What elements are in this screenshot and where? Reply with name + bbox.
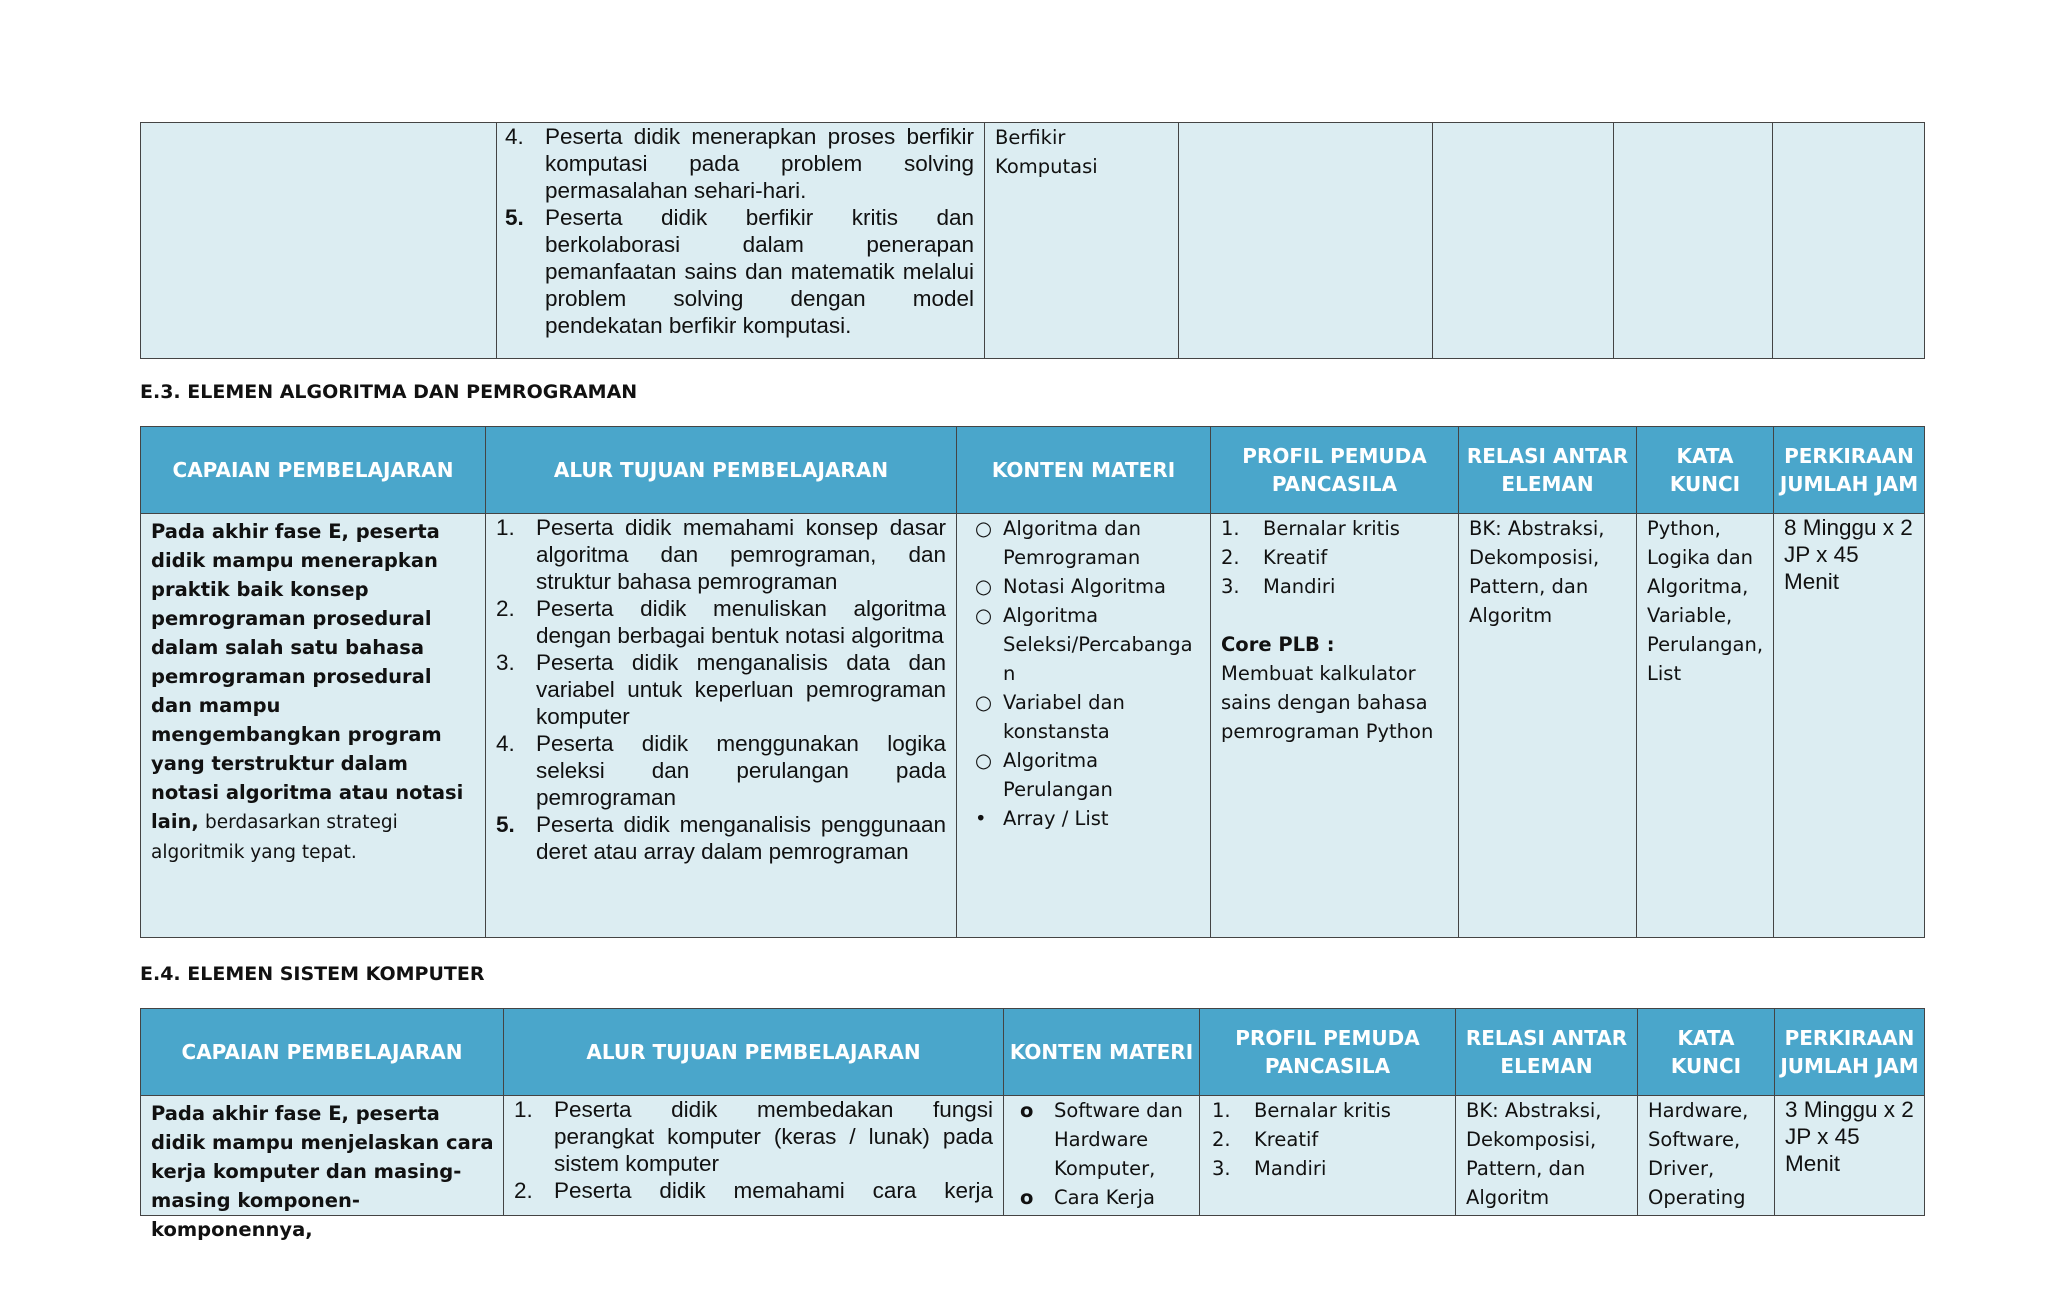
list-item: 1. Bernalar kritis [1221, 517, 1400, 540]
core-plb-text: Membuat kalkulator sains dengan bahasa pemrograman Python [1221, 662, 1434, 743]
header-capaian: CAPAIAN PEMBELAJARAN [141, 1009, 504, 1096]
list-item: ○ Variabel dan konstansta [975, 691, 1125, 743]
jam-text: 8 Minggu x 2 JP x 45 Menit [1784, 515, 1913, 594]
kata-kunci-cell [1638, 1096, 1775, 1216]
header-capaian: CAPAIAN PEMBELAJARAN [141, 427, 486, 514]
jam-cell [1773, 123, 1925, 359]
konten-cell [1004, 1096, 1200, 1216]
list-item: 1. Bernalar kritis [1212, 1099, 1391, 1122]
atp-cell [497, 123, 985, 359]
konten-list [969, 514, 1204, 833]
core-plb-label: Core PLB : [1221, 633, 1335, 656]
relasi-cell [1459, 514, 1637, 938]
kata-kunci-cell [1614, 123, 1773, 359]
list-item: 2. Kreatif [1212, 1128, 1319, 1151]
konten-list [1014, 1096, 1195, 1212]
list-item: 2. Peserta didik memahami cara kerja [514, 1178, 993, 1203]
list-item: 4. Peserta didik menggunakan logika seleksi dan perulangan pada pemrograman [496, 731, 946, 810]
jam-cell [1775, 1096, 1925, 1216]
header-kata-kunci: KATA KUNCI [1638, 1009, 1775, 1096]
profil-cell [1200, 1096, 1456, 1216]
kata-kunci-text: Hardware, Software, Driver, Operating [1648, 1099, 1749, 1209]
top-table [140, 122, 1925, 359]
list-item: o Software dan Hardware Komputer, [1020, 1099, 1183, 1180]
table-e3 [140, 426, 1925, 938]
header-konten: KONTEN MATERI [1004, 1009, 1200, 1096]
jam-text: 3 Minggu x 2 JP x 45 Menit [1785, 1097, 1914, 1176]
capaian-bold-text: Pada akhir fase E, peserta didik mampu menerapkan praktik baik konsep pemrograman prosedural dalam salah satu bahasa pemrograman prosedural dan mampu mengembangkan program yang terstruktur dalam notasi algoritma atau notasi lain, [151, 520, 464, 833]
header-konten: KONTEN MATERI [957, 427, 1211, 514]
list-item: 4. Peserta didik menerapkan proses berfikir komputasi pada problem solving permasalahan sehari-hari. [505, 124, 974, 203]
list-item: ○ Algoritma Seleksi/Percabanga n [975, 604, 1193, 685]
atp-cell [486, 514, 957, 938]
header-profil: PROFIL PEMUDA PANCASILA [1200, 1009, 1456, 1096]
header-relasi: RELASI ANTAR ELEMAN [1459, 427, 1637, 514]
atp-list [496, 514, 946, 865]
header-jam: PERKIRAAN JUMLAH JAM [1774, 427, 1925, 514]
list-item: 2. Peserta didik menuliskan algoritma dengan berbagai bentuk notasi algoritma [496, 596, 946, 648]
list-item: ○ Algoritma dan Pemrograman [975, 517, 1141, 569]
header-profil: PROFIL PEMUDA PANCASILA [1211, 427, 1459, 514]
list-item: 5. Peserta didik menganalisis penggunaan deret atau array dalam pemrograman [496, 812, 946, 864]
relasi-text: BK: Abstraksi, Dekomposisi, Pattern, dan Algoritm [1469, 517, 1605, 627]
atp-list [505, 123, 974, 339]
header-relasi: RELASI ANTAR ELEMAN [1456, 1009, 1638, 1096]
relasi-cell [1456, 1096, 1638, 1216]
list-item: ○ Algoritma Perulangan [975, 749, 1113, 801]
list-item: 1. Peserta didik memahami konsep dasar algoritma dan pemrograman, dan struktur bahasa pemrograman [496, 515, 946, 594]
capaian-cell [141, 1096, 504, 1241]
section-heading-e3: E.3. ELEMEN ALGORITMA DAN PEMROGRAMAN [140, 381, 638, 403]
header-jam: PERKIRAAN JUMLAH JAM [1775, 1009, 1925, 1096]
jam-cell [1774, 514, 1925, 938]
relasi-text: BK: Abstraksi, Dekomposisi, Pattern, dan Algoritm [1466, 1099, 1602, 1209]
list-item: 3. Peserta didik menganalisis data dan variabel untuk keperluan pemrograman komputer [496, 650, 946, 729]
list-item: 1. Peserta didik membedakan fungsi perangkat komputer (keras / lunak) pada sistem komputer [514, 1097, 993, 1176]
konten-cell [957, 514, 1211, 938]
relasi-cell [1433, 123, 1614, 359]
capaian-cell [141, 514, 486, 938]
kata-kunci-text: Python, Logika dan Algoritma, Variable, Perulangan, List [1647, 517, 1764, 685]
atp-list [514, 1096, 993, 1204]
profil-list [1212, 1096, 1447, 1183]
list-item: 2. Kreatif [1221, 546, 1328, 569]
capaian-cell [141, 123, 497, 359]
list-item: • Array / List [975, 807, 1109, 830]
profil-cell [1211, 514, 1459, 938]
capaian-text: berdasarkan strategi algoritmik yang tepat. [151, 812, 398, 863]
list-item: o Cara Kerja [1020, 1186, 1155, 1209]
list-item: 3. Mandiri [1221, 575, 1336, 598]
list-item: 5. Peserta didik berfikir kritis dan berkolaborasi dalam penerapan pemanfaatan sains dan matematik melalui problem solving dengan model pendekatan berfikir komputasi. [505, 205, 974, 338]
capaian-bold-text: Pada akhir fase E, peserta didik mampu menjelaskan cara kerja komputer dan masing- masing komponen-komponennya, [151, 1102, 494, 1241]
konten-cell [985, 123, 1179, 359]
header-atp: ALUR TUJUAN PEMBELAJARAN [486, 427, 957, 514]
table-e4 [140, 1008, 1925, 1241]
kata-kunci-cell [1637, 514, 1774, 938]
list-item: 3. Mandiri [1212, 1157, 1327, 1180]
header-kata-kunci: KATA KUNCI [1637, 427, 1774, 514]
header-atp: ALUR TUJUAN PEMBELAJARAN [504, 1009, 1004, 1096]
section-heading-e4: E.4. ELEMEN SISTEM KOMPUTER [140, 963, 485, 985]
profil-cell [1179, 123, 1433, 359]
konten-text: Berfikir Komputasi [995, 126, 1098, 178]
profil-list [1221, 514, 1450, 601]
atp-cell [504, 1096, 1004, 1216]
list-item: ○ Notasi Algoritma [975, 575, 1166, 598]
